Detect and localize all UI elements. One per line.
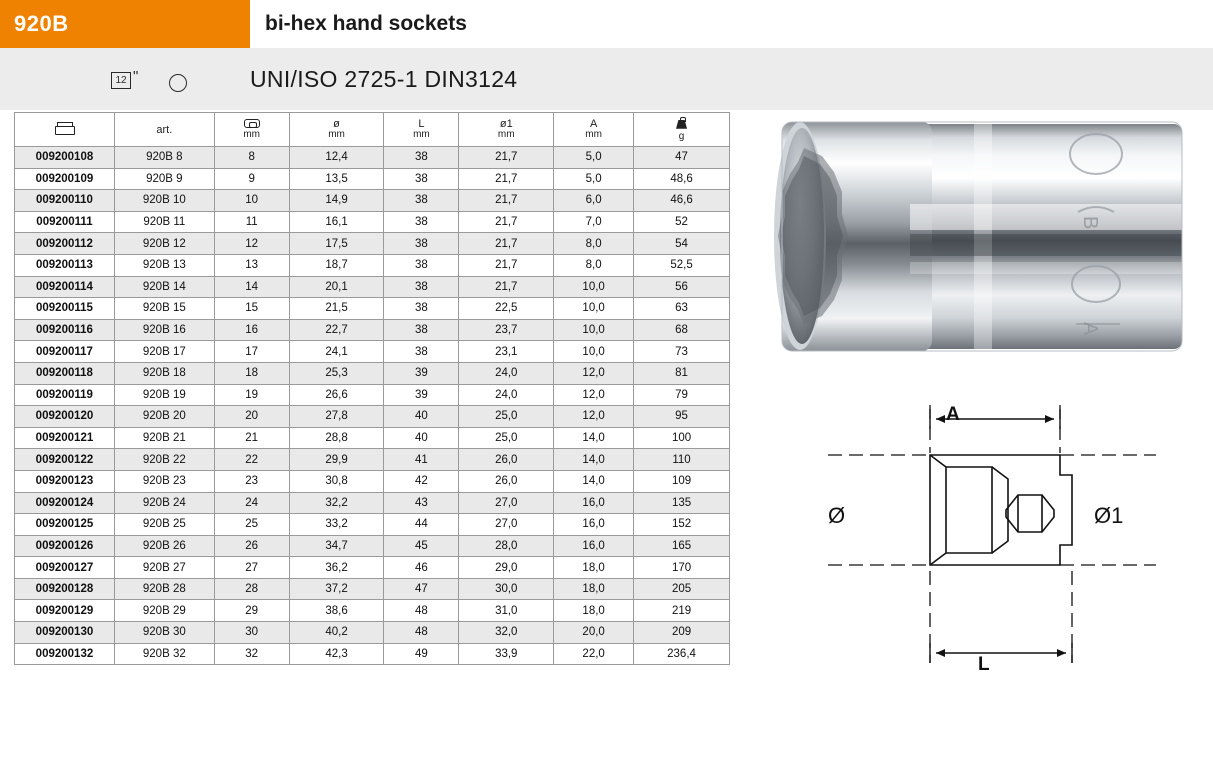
table-body <box>15 147 730 665</box>
table-cell: 26,0 <box>459 470 554 492</box>
table-cell: 009200117 <box>15 341 115 363</box>
table-cell: 009200124 <box>15 492 115 514</box>
table-cell: 24 <box>214 492 289 514</box>
table-row[interactable] <box>15 341 730 363</box>
product-photo <box>760 112 1200 377</box>
drive-size-icon <box>111 72 131 89</box>
table-cell: 920B 23 <box>114 470 214 492</box>
table-row[interactable] <box>15 622 730 644</box>
table-cell: 63 <box>634 298 730 320</box>
table-row[interactable] <box>15 600 730 622</box>
table-cell: 920B 14 <box>114 276 214 298</box>
table-cell: 21,7 <box>459 211 554 233</box>
table-row[interactable] <box>15 362 730 384</box>
table-cell: 33,9 <box>459 643 554 665</box>
table-cell: 41 <box>384 449 459 471</box>
column-header-length <box>384 113 459 147</box>
dimension-label-a: A <box>946 404 960 425</box>
dimension-label-length: L <box>978 654 990 675</box>
column-header-diameter-label: ø <box>333 118 340 131</box>
table-cell: 8,0 <box>554 254 634 276</box>
table-row[interactable] <box>15 470 730 492</box>
table-cell: 12 <box>214 233 289 255</box>
table-cell: 39 <box>384 362 459 384</box>
table-cell: 17 <box>214 341 289 363</box>
table-cell: 42 <box>384 470 459 492</box>
table-cell: 009200121 <box>15 427 115 449</box>
table-cell: 009200116 <box>15 319 115 341</box>
table-cell: 28 <box>214 578 289 600</box>
table-cell: 009200125 <box>15 514 115 536</box>
table-cell: 49 <box>384 643 459 665</box>
table-cell: 18,0 <box>554 557 634 579</box>
table-row[interactable] <box>15 276 730 298</box>
table-cell: 920B 13 <box>114 254 214 276</box>
table-cell: 10,0 <box>554 276 634 298</box>
table-cell: 12,0 <box>554 406 634 428</box>
table-cell: 27,8 <box>289 406 384 428</box>
table-cell: 920B 27 <box>114 557 214 579</box>
table-cell: 22,5 <box>459 298 554 320</box>
table-cell: 219 <box>634 600 730 622</box>
table-cell: 8 <box>214 147 289 169</box>
standards-text: UNI/ISO 2725-1 DIN3124 <box>250 65 518 92</box>
table-cell: 38 <box>384 319 459 341</box>
table-cell: 40 <box>384 406 459 428</box>
table-row[interactable] <box>15 384 730 406</box>
drive-size-label: 12 <box>115 75 127 86</box>
svg-text:A: A <box>1079 322 1101 336</box>
table-cell: 18,0 <box>554 578 634 600</box>
table-cell: 26,6 <box>289 384 384 406</box>
table-cell: 20 <box>214 406 289 428</box>
table-cell: 95 <box>634 406 730 428</box>
table-cell: 009200119 <box>15 384 115 406</box>
table-row[interactable] <box>15 319 730 341</box>
table-cell: 23 <box>214 470 289 492</box>
specifications-table <box>14 112 730 665</box>
table-cell: 18,0 <box>554 600 634 622</box>
table-cell: 920B 20 <box>114 406 214 428</box>
table-cell: 12,0 <box>554 362 634 384</box>
table-cell: 32 <box>214 643 289 665</box>
table-cell: 38 <box>384 211 459 233</box>
table-cell: 009200113 <box>15 254 115 276</box>
table-cell: 27 <box>214 557 289 579</box>
table-cell: 920B 30 <box>114 622 214 644</box>
table-cell: 12,0 <box>554 384 634 406</box>
table-cell: 920B 11 <box>114 211 214 233</box>
table-header-row <box>15 113 730 147</box>
table-row[interactable] <box>15 643 730 665</box>
table-cell: 13,5 <box>289 168 384 190</box>
table-cell: 009200123 <box>15 470 115 492</box>
table-cell: 23,7 <box>459 319 554 341</box>
table-cell: 11 <box>214 211 289 233</box>
table-cell: 920B 19 <box>114 384 214 406</box>
table-cell: 38 <box>384 147 459 169</box>
table-row[interactable] <box>15 147 730 169</box>
table-cell: 45 <box>384 535 459 557</box>
table-cell: 920B 21 <box>114 427 214 449</box>
table-cell: 38 <box>384 190 459 212</box>
column-header-art <box>114 113 214 147</box>
table-cell: 14,9 <box>289 190 384 212</box>
table-cell: 36,2 <box>289 557 384 579</box>
table-cell: 32,0 <box>459 622 554 644</box>
table-cell: 009200112 <box>15 233 115 255</box>
column-header-size-unit: mm <box>243 129 261 141</box>
specifications-table-container <box>14 112 730 665</box>
table-cell: 29,0 <box>459 557 554 579</box>
table-row[interactable] <box>15 514 730 536</box>
table-row[interactable] <box>15 406 730 428</box>
table-cell: 165 <box>634 535 730 557</box>
table-cell: 10,0 <box>554 298 634 320</box>
column-header-art-label: art. <box>156 123 173 136</box>
table-cell: 21,7 <box>459 168 554 190</box>
column-header-length-label: L <box>418 118 425 131</box>
table-cell: 31,0 <box>459 600 554 622</box>
table-cell: 19 <box>214 384 289 406</box>
table-row[interactable] <box>15 254 730 276</box>
table-cell: 25 <box>214 514 289 536</box>
table-cell: 170 <box>634 557 730 579</box>
table-cell: 009200129 <box>15 600 115 622</box>
table-cell: 920B 10 <box>114 190 214 212</box>
table-cell: 920B 25 <box>114 514 214 536</box>
table-row[interactable] <box>15 190 730 212</box>
table-cell: 10,0 <box>554 319 634 341</box>
table-cell: 46,6 <box>634 190 730 212</box>
table-cell: 100 <box>634 427 730 449</box>
table-cell: 26 <box>214 535 289 557</box>
table-cell: 48 <box>384 600 459 622</box>
table-cell: 009200130 <box>15 622 115 644</box>
table-cell: 21,7 <box>459 276 554 298</box>
table-cell: 73 <box>634 341 730 363</box>
table-cell: 38 <box>384 233 459 255</box>
table-cell: 009200132 <box>15 643 115 665</box>
table-cell: 29,9 <box>289 449 384 471</box>
table-cell: 920B 26 <box>114 535 214 557</box>
table-cell: 20,1 <box>289 276 384 298</box>
table-cell: 920B 16 <box>114 319 214 341</box>
table-cell: 27,0 <box>459 514 554 536</box>
table-cell: 25,0 <box>459 427 554 449</box>
column-header-a-unit: mm <box>585 129 602 141</box>
table-row[interactable] <box>15 535 730 557</box>
table-cell: 24,1 <box>289 341 384 363</box>
column-header-weight-unit: g <box>678 130 685 142</box>
table-cell: 135 <box>634 492 730 514</box>
table-cell: 25,0 <box>459 406 554 428</box>
table-cell: 30,8 <box>289 470 384 492</box>
page-header <box>0 0 1213 48</box>
table-cell: 34,7 <box>289 535 384 557</box>
table-cell: 21,7 <box>459 190 554 212</box>
table-cell: 46 <box>384 557 459 579</box>
table-cell: 009200109 <box>15 168 115 190</box>
table-cell: 920B 28 <box>114 578 214 600</box>
table-cell: 16,1 <box>289 211 384 233</box>
socket-photo-svg <box>760 112 1200 377</box>
table-cell: 18 <box>214 362 289 384</box>
table-cell: 14,0 <box>554 427 634 449</box>
table-cell: 205 <box>634 578 730 600</box>
table-cell: 30,0 <box>459 578 554 600</box>
table-cell: 16,0 <box>554 514 634 536</box>
table-cell: 81 <box>634 362 730 384</box>
table-cell: 54 <box>634 233 730 255</box>
table-cell: 29 <box>214 600 289 622</box>
table-cell: 920B 24 <box>114 492 214 514</box>
table-cell: 009200127 <box>15 557 115 579</box>
dimension-label-diameter1: Ø1 <box>1094 503 1124 528</box>
table-cell: 14,0 <box>554 449 634 471</box>
column-header-code <box>15 113 115 147</box>
table-cell: 009200114 <box>15 276 115 298</box>
technical-drawing-svg <box>760 395 1200 695</box>
table-cell: 10 <box>214 190 289 212</box>
weight-icon <box>636 117 727 132</box>
table-cell: 9 <box>214 168 289 190</box>
table-cell: 38 <box>384 298 459 320</box>
table-cell: 32,2 <box>289 492 384 514</box>
table-cell: 6,0 <box>554 190 634 212</box>
table-cell: 236,4 <box>634 643 730 665</box>
table-cell: 14 <box>214 276 289 298</box>
table-cell: 52 <box>634 211 730 233</box>
table-cell: 009200108 <box>15 147 115 169</box>
table-cell: 009200128 <box>15 578 115 600</box>
page-title: bi-hex hand sockets <box>265 12 467 35</box>
circle-icon <box>169 74 187 92</box>
table-cell: 920B 32 <box>114 643 214 665</box>
table-cell: 56 <box>634 276 730 298</box>
table-cell: 920B 15 <box>114 298 214 320</box>
table-cell: 920B 8 <box>114 147 214 169</box>
table-cell: 109 <box>634 470 730 492</box>
table-cell: 44 <box>384 514 459 536</box>
table-cell: 16,0 <box>554 535 634 557</box>
table-cell: 38,6 <box>289 600 384 622</box>
svg-text:B: B <box>1079 216 1101 230</box>
table-row[interactable] <box>15 578 730 600</box>
table-cell: 920B 12 <box>114 233 214 255</box>
table-cell: 110 <box>634 449 730 471</box>
table-cell: 5,0 <box>554 147 634 169</box>
table-cell: 33,2 <box>289 514 384 536</box>
table-cell: 21,7 <box>459 147 554 169</box>
table-cell: 38 <box>384 168 459 190</box>
table-cell: 10,0 <box>554 341 634 363</box>
table-cell: 22 <box>214 449 289 471</box>
table-row[interactable] <box>15 427 730 449</box>
table-cell: 48 <box>384 622 459 644</box>
table-cell: 14,0 <box>554 470 634 492</box>
table-cell: 009200126 <box>15 535 115 557</box>
table-cell: 009200111 <box>15 211 115 233</box>
table-cell: 25,3 <box>289 362 384 384</box>
printer-icon <box>17 122 112 137</box>
table-cell: 28,8 <box>289 427 384 449</box>
table-cell: 39 <box>384 384 459 406</box>
product-code-badge: 920B <box>0 0 250 48</box>
table-cell: 27,0 <box>459 492 554 514</box>
table-row[interactable] <box>15 233 730 255</box>
table-cell: 15 <box>214 298 289 320</box>
table-cell: 48,6 <box>634 168 730 190</box>
table-cell: 920B 17 <box>114 341 214 363</box>
table-cell: 18,7 <box>289 254 384 276</box>
table-cell: 47 <box>384 578 459 600</box>
table-cell: 40,2 <box>289 622 384 644</box>
table-cell: 009200120 <box>15 406 115 428</box>
table-cell: 16 <box>214 319 289 341</box>
dimension-label-diameter: Ø <box>828 503 846 528</box>
table-row[interactable] <box>15 211 730 233</box>
table-cell: 23,1 <box>459 341 554 363</box>
table-row[interactable] <box>15 168 730 190</box>
table-cell: 009200115 <box>15 298 115 320</box>
table-cell: 21,7 <box>459 254 554 276</box>
column-header-length-unit: mm <box>413 129 430 141</box>
table-cell: 30 <box>214 622 289 644</box>
table-cell: 38 <box>384 341 459 363</box>
table-cell: 68 <box>634 319 730 341</box>
table-cell: 28,0 <box>459 535 554 557</box>
table-cell: 22,7 <box>289 319 384 341</box>
inch-mark-icon: " <box>133 68 139 85</box>
table-cell: 920B 22 <box>114 449 214 471</box>
table-row[interactable] <box>15 557 730 579</box>
table-cell: 21 <box>214 427 289 449</box>
table-row[interactable] <box>15 298 730 320</box>
table-cell: 20,0 <box>554 622 634 644</box>
table-cell: 43 <box>384 492 459 514</box>
table-cell: 42,3 <box>289 643 384 665</box>
table-cell: 009200118 <box>15 362 115 384</box>
table-cell: 920B 9 <box>114 168 214 190</box>
column-header-a-label: A <box>589 118 598 131</box>
table-cell: 21,7 <box>459 233 554 255</box>
table-cell: 209 <box>634 622 730 644</box>
table-cell: 38 <box>384 254 459 276</box>
table-cell: 24,0 <box>459 384 554 406</box>
column-header-a <box>554 113 634 147</box>
table-cell: 920B 18 <box>114 362 214 384</box>
table-cell: 5,0 <box>554 168 634 190</box>
table-cell: 37,2 <box>289 578 384 600</box>
table-cell: 24,0 <box>459 362 554 384</box>
table-cell: 8,0 <box>554 233 634 255</box>
column-header-diameter-unit: mm <box>328 129 345 141</box>
table-cell: 16,0 <box>554 492 634 514</box>
table-cell: 920B 29 <box>114 600 214 622</box>
table-cell: 79 <box>634 384 730 406</box>
column-header-weight <box>634 113 730 147</box>
column-header-diameter <box>289 113 384 147</box>
column-header-diameter1 <box>459 113 554 147</box>
table-header <box>15 113 730 147</box>
table-row[interactable] <box>15 492 730 514</box>
table-cell: 40 <box>384 427 459 449</box>
table-row[interactable] <box>15 449 730 471</box>
table-cell: 22,0 <box>554 643 634 665</box>
table-cell: 47 <box>634 147 730 169</box>
table-cell: 13 <box>214 254 289 276</box>
column-header-size <box>214 113 289 147</box>
table-cell: 009200110 <box>15 190 115 212</box>
technical-drawing <box>760 395 1200 695</box>
table-cell: 009200122 <box>15 449 115 471</box>
table-cell: 7,0 <box>554 211 634 233</box>
column-header-diameter1-label: ø1 <box>499 118 513 131</box>
table-cell: 12,4 <box>289 147 384 169</box>
table-cell: 52,5 <box>634 254 730 276</box>
column-header-diameter1-unit: mm <box>497 129 515 141</box>
table-cell: 21,5 <box>289 298 384 320</box>
table-cell: 152 <box>634 514 730 536</box>
table-cell: 38 <box>384 276 459 298</box>
table-cell: 17,5 <box>289 233 384 255</box>
table-cell: 26,0 <box>459 449 554 471</box>
